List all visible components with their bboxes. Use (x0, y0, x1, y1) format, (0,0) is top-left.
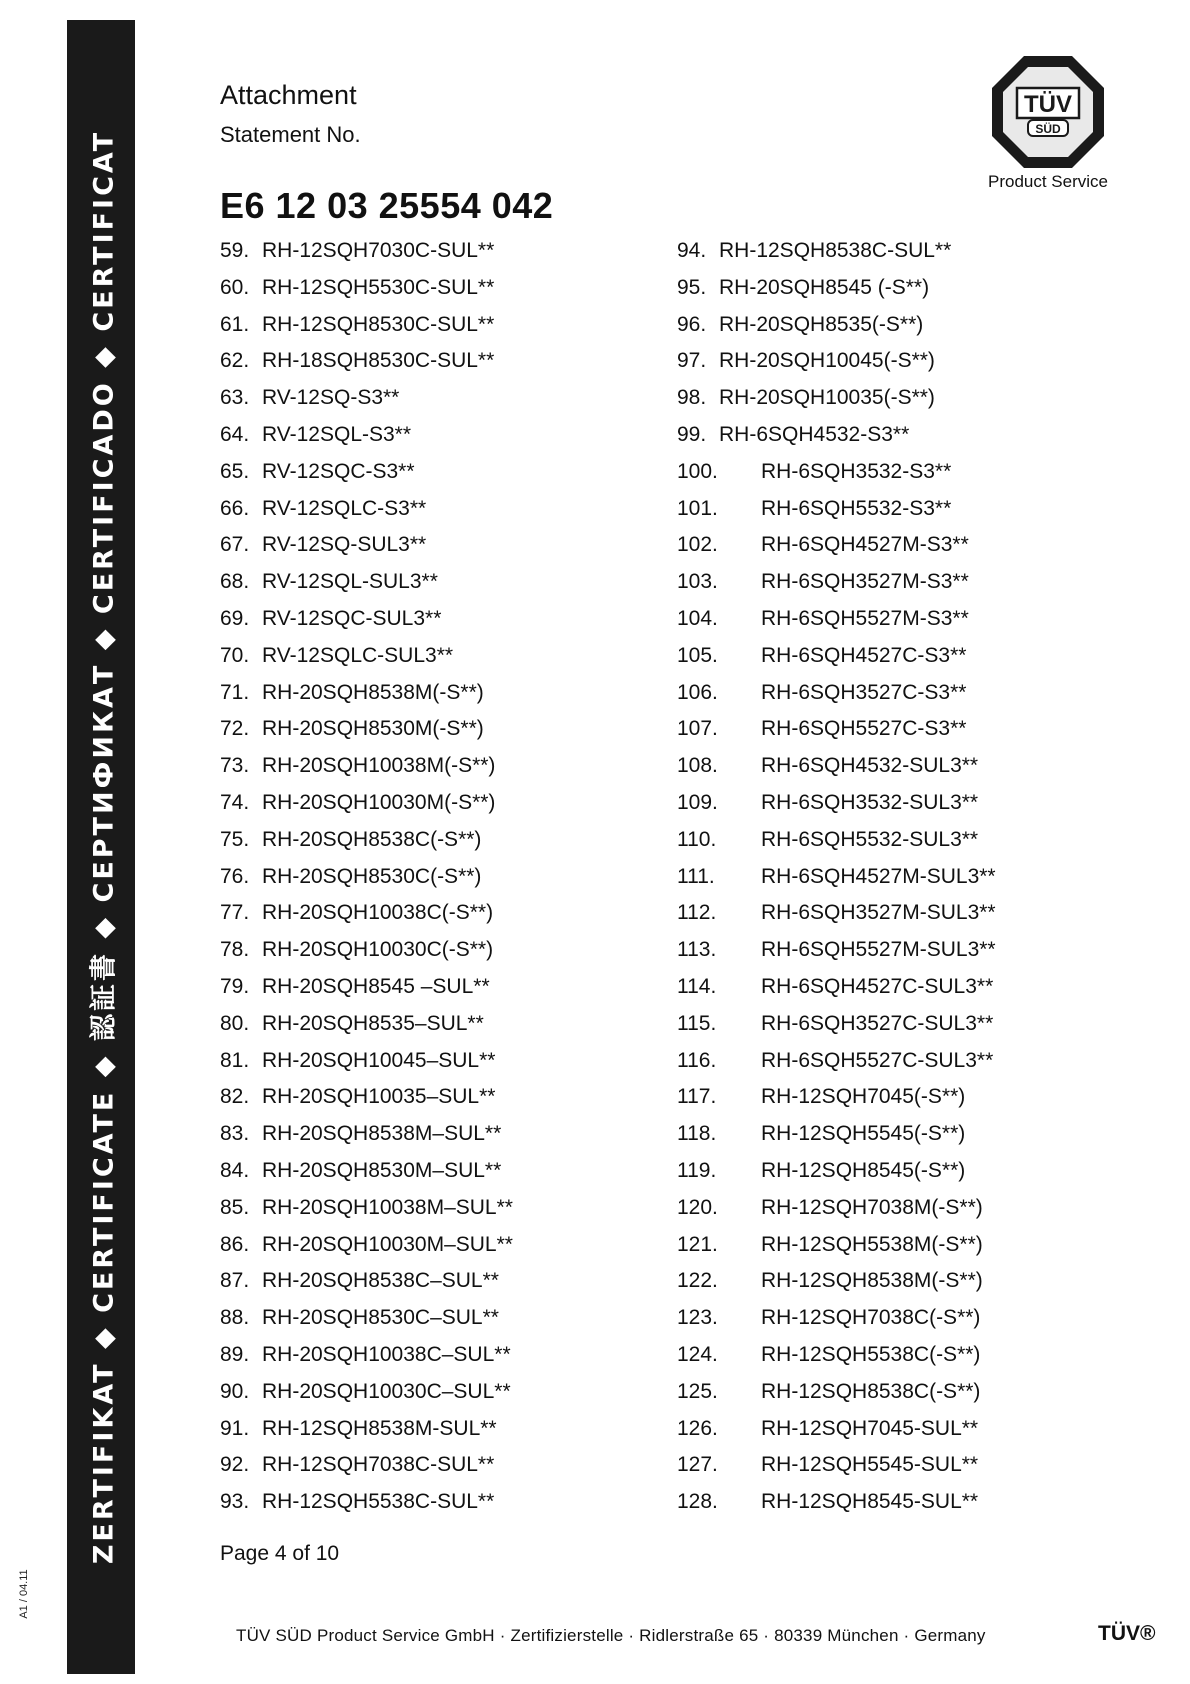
statement-number: E6 12 03 25554 042 (220, 185, 554, 226)
list-item (220, 1300, 660, 1337)
list-item (220, 895, 660, 932)
list-item (677, 1374, 1117, 1411)
model-name: RH-6SQH4527M-SUL3** (761, 864, 996, 888)
model-name: RH-6SQH5527M-S3** (761, 606, 969, 630)
item-number: 64. (220, 422, 250, 446)
item-number: 73. (220, 754, 250, 778)
footer-address: TÜV SÜD Product Service GmbH · Zertifizierstelle · Ridlerstraße 65 · 80339 München · Germany (236, 1626, 986, 1645)
list-item (220, 1006, 660, 1043)
list-item (220, 307, 660, 344)
model-name: RH-6SQH4527M-S3** (761, 533, 969, 557)
item-number: 87. (220, 1269, 250, 1293)
item-number: 116. (677, 1048, 717, 1072)
list-item (677, 711, 1117, 748)
item-number: 103. (677, 570, 718, 594)
list-item (220, 859, 660, 896)
list-item (220, 1484, 660, 1521)
list-item (220, 1079, 660, 1116)
model-name: RH-12SQH8538C-SUL** (719, 239, 952, 262)
list-item (220, 1227, 660, 1264)
model-name: RH-12SQH7030C-SUL** (262, 239, 495, 262)
list-item (220, 343, 660, 380)
item-number: 122. (677, 1269, 718, 1293)
list-item (677, 270, 1117, 307)
model-name: RH-20SQH8530C–SUL** (262, 1306, 499, 1330)
list-item (677, 1153, 1117, 1190)
item-number: 90. (220, 1379, 250, 1403)
list-item (220, 675, 660, 712)
model-name: RH-12SQH8545(-S**) (761, 1158, 966, 1182)
item-number: 83. (220, 1122, 250, 1146)
item-number: 128. (677, 1490, 718, 1514)
model-name: RH-12SQH7045-SUL** (761, 1416, 979, 1440)
model-name: RH-12SQH8538M(-S**) (761, 1269, 983, 1293)
model-name: RH-20SQH10030M–SUL** (262, 1232, 513, 1256)
model-name: RH-6SQH3527C-S3** (761, 680, 967, 704)
list-item (220, 1411, 660, 1448)
list-item (220, 1447, 660, 1484)
list-item (677, 822, 1117, 859)
model-name: RH-12SQH8530C-SUL** (262, 312, 495, 336)
list-item (677, 380, 1117, 417)
model-name: RH-6SQH3527C-SUL3** (761, 1011, 994, 1035)
item-number: 125. (677, 1379, 718, 1403)
item-number: 113. (677, 938, 717, 962)
item-number: 86. (220, 1232, 250, 1256)
list-item (677, 417, 1117, 454)
item-number: 67. (220, 533, 250, 557)
item-number: 92. (220, 1453, 250, 1477)
model-name: RH-6SQH4532-S3** (719, 422, 910, 446)
list-item (677, 1043, 1117, 1080)
model-name: RV-12SQC-S3** (262, 459, 415, 483)
item-number: 80. (220, 1011, 250, 1035)
item-number: 101. (677, 496, 718, 520)
item-number: 102. (677, 533, 718, 557)
list-item (220, 1043, 660, 1080)
model-name: RH-12SQH7038C(-S**) (761, 1306, 981, 1330)
model-name: RH-20SQH8530M–SUL** (262, 1158, 502, 1182)
item-number: 105. (677, 643, 718, 667)
list-item (220, 417, 660, 454)
list-item (677, 932, 1117, 969)
list-item (677, 1190, 1117, 1227)
item-number: 62. (220, 349, 250, 373)
list-item (220, 711, 660, 748)
model-name: RH-6SQH5527C-S3** (761, 717, 967, 741)
model-name: RH-12SQH5538C(-S**) (761, 1342, 981, 1366)
item-number: 96. (677, 312, 707, 336)
item-number: 119. (677, 1158, 717, 1182)
attachment-heading: Attachment (220, 80, 357, 110)
list-item (220, 822, 660, 859)
list-item (220, 564, 660, 601)
list-item (220, 1153, 660, 1190)
item-number: 118. (677, 1122, 717, 1146)
list-item (677, 1116, 1117, 1153)
item-number: 114. (677, 974, 717, 998)
footer-tuv-mark: TÜV® (1098, 1622, 1156, 1645)
model-name: RH-20SQH8535(-S**) (719, 312, 924, 336)
list-item (677, 1411, 1117, 1448)
model-name: RH-12SQH5538M(-S**) (761, 1232, 983, 1256)
model-name: RV-12SQL-S3** (262, 422, 412, 446)
model-list-left (220, 233, 660, 1521)
model-name: RH-20SQH8535–SUL** (262, 1011, 484, 1035)
item-number: 79. (220, 974, 250, 998)
certificate-side-band (67, 20, 135, 1674)
item-number: 74. (220, 790, 250, 814)
item-number: 82. (220, 1085, 250, 1109)
model-name: RH-6SQH3527M-S3** (761, 570, 969, 594)
model-name: RH-12SQH8545-SUL** (761, 1490, 979, 1514)
model-name: RH-20SQH8530M(-S**) (262, 717, 484, 741)
list-item (677, 454, 1117, 491)
model-name: RH-12SQH8538C(-S**) (761, 1379, 981, 1403)
model-name: RH-18SQH8530C-SUL** (262, 349, 495, 373)
list-item (677, 1263, 1117, 1300)
item-number: 124. (677, 1342, 718, 1366)
form-code: A1 / 04.11 (18, 1569, 30, 1619)
item-number: 99. (677, 422, 707, 446)
item-number: 77. (220, 901, 250, 925)
item-number: 111. (677, 864, 715, 888)
list-item (677, 1337, 1117, 1374)
list-item (220, 270, 660, 307)
list-item (220, 1116, 660, 1153)
model-name: RH-20SQH8538C(-S**) (262, 827, 482, 851)
model-name: RH-20SQH10030C(-S**) (262, 938, 494, 962)
item-number: 110. (677, 827, 717, 851)
model-name: RH-20SQH10045–SUL** (262, 1048, 496, 1072)
model-name: RH-20SQH10030M(-S**) (262, 790, 496, 814)
item-number: 123. (677, 1306, 718, 1330)
list-item (220, 380, 660, 417)
list-item (220, 1337, 660, 1374)
list-item (220, 491, 660, 528)
item-number: 112. (677, 901, 717, 925)
item-number: 126. (677, 1416, 718, 1440)
item-number: 89. (220, 1342, 250, 1366)
list-item (220, 1263, 660, 1300)
model-name: RH-12SQH7038C-SUL** (262, 1453, 495, 1477)
item-number: 127. (677, 1453, 718, 1477)
model-name: RH-20SQH10038M(-S**) (262, 754, 496, 778)
item-number: 72. (220, 717, 250, 741)
model-name: RH-20SQH10035(-S**) (719, 386, 935, 410)
model-name: RH-20SQH8538M(-S**) (262, 680, 484, 704)
item-number: 63. (220, 386, 250, 410)
item-number: 97. (677, 349, 707, 373)
model-name: RH-20SQH8545 (-S**) (719, 275, 930, 299)
item-number: 94. (677, 239, 707, 262)
model-name: RH-20SQH10045(-S**) (719, 349, 935, 373)
model-name: RH-20SQH8545 –SUL** (262, 974, 490, 998)
model-name: RV-12SQ-S3** (262, 386, 400, 410)
list-item (677, 491, 1117, 528)
list-item (677, 895, 1117, 932)
page-number: Page 4 of 10 (220, 1542, 340, 1565)
item-number: 106. (677, 680, 718, 704)
model-name: RH-6SQH5532-S3** (761, 496, 952, 520)
tuv-octagon-icon (990, 54, 1106, 170)
item-number: 76. (220, 864, 250, 888)
item-number: 95. (677, 275, 707, 299)
list-item (220, 748, 660, 785)
model-name: RH-20SQH10038M–SUL** (262, 1195, 513, 1219)
list-item (220, 454, 660, 491)
list-item (677, 785, 1117, 822)
list-item (677, 307, 1117, 344)
item-number: 61. (220, 312, 250, 336)
item-number: 81. (220, 1048, 250, 1072)
item-number: 100. (677, 459, 718, 483)
model-name: RH-6SQH3532-S3** (761, 459, 952, 483)
item-number: 91. (220, 1416, 250, 1440)
list-item (220, 638, 660, 675)
model-name: RH-6SQH4527C-SUL3** (761, 974, 994, 998)
list-item (677, 859, 1117, 896)
model-name: RH-12SQH7045(-S**) (761, 1085, 966, 1109)
item-number: 60. (220, 275, 250, 299)
item-number: 65. (220, 459, 250, 483)
item-number: 121. (677, 1232, 718, 1256)
certificate-band-text: ZERTIFIKAT ◆ CERTIFICATE ◆ 認証書 ◆ СЕРТИФИКАТ ◆ CERTIFICADO ◆ CERTIFICAT (88, 129, 120, 1565)
model-name: RV-12SQ-SUL3** (262, 533, 427, 557)
model-name: RH-12SQH5538C-SUL** (262, 1490, 495, 1514)
list-item (677, 527, 1117, 564)
list-item (220, 233, 660, 270)
item-number: 70. (220, 643, 250, 667)
model-name: RH-12SQH5545(-S**) (761, 1122, 966, 1146)
logo-text-bottom: SÜD (1035, 122, 1061, 136)
model-name: RV-12SQLC-SUL3** (262, 643, 454, 667)
model-name: RH-20SQH10038C–SUL** (262, 1342, 511, 1366)
list-item (677, 1227, 1117, 1264)
item-number: 120. (677, 1195, 718, 1219)
list-item (220, 1190, 660, 1227)
item-number: 104. (677, 606, 718, 630)
model-name: RH-20SQH8538M–SUL** (262, 1122, 502, 1146)
item-number: 109. (677, 790, 718, 814)
list-item (677, 748, 1117, 785)
statement-label: Statement No. (220, 122, 361, 147)
list-item (677, 233, 1117, 270)
model-name: RH-6SQH3532-SUL3** (761, 790, 979, 814)
tuv-sud-logo (990, 54, 1106, 170)
item-number: 115. (677, 1011, 717, 1035)
item-number: 71. (220, 680, 250, 704)
list-item (677, 1447, 1117, 1484)
list-item (220, 785, 660, 822)
model-name: RH-6SQH3527M-SUL3** (761, 901, 996, 925)
item-number: 93. (220, 1490, 250, 1514)
item-number: 66. (220, 496, 250, 520)
logo-text-top: TÜV (1024, 91, 1072, 118)
item-number: 68. (220, 570, 250, 594)
item-number: 98. (677, 386, 707, 410)
model-name: RH-6SQH5527M-SUL3** (761, 938, 996, 962)
model-name: RH-6SQH4527C-S3** (761, 643, 967, 667)
model-name: RH-12SQH5545-SUL** (761, 1453, 979, 1477)
item-number: 108. (677, 754, 718, 778)
model-name: RH-20SQH10038C(-S**) (262, 901, 494, 925)
item-number: 78. (220, 938, 250, 962)
model-name: RH-12SQH8538M-SUL** (262, 1416, 497, 1440)
list-item (677, 343, 1117, 380)
item-number: 88. (220, 1306, 250, 1330)
model-name: RV-12SQC-SUL3** (262, 606, 442, 630)
list-item (220, 969, 660, 1006)
item-number: 85. (220, 1195, 250, 1219)
model-name: RH-6SQH5527C-SUL3** (761, 1048, 994, 1072)
logo-caption: Product Service (988, 172, 1108, 191)
list-item (677, 564, 1117, 601)
list-item (220, 932, 660, 969)
list-item (220, 601, 660, 638)
model-list-right (677, 233, 1117, 1521)
item-number: 84. (220, 1158, 250, 1182)
list-item (677, 1006, 1117, 1043)
model-name: RH-12SQH7038M(-S**) (761, 1195, 983, 1219)
list-item (677, 969, 1117, 1006)
model-name: RV-12SQLC-S3** (262, 496, 427, 520)
model-name: RH-12SQH5530C-SUL** (262, 275, 495, 299)
list-item (220, 527, 660, 564)
model-name: RH-20SQH10035–SUL** (262, 1085, 496, 1109)
model-name: RH-20SQH8538C–SUL** (262, 1269, 499, 1293)
item-number: 69. (220, 606, 250, 630)
list-item (677, 1300, 1117, 1337)
model-name: RV-12SQL-SUL3** (262, 570, 438, 594)
list-item (677, 601, 1117, 638)
list-item (220, 1374, 660, 1411)
list-item (677, 1079, 1117, 1116)
item-number: 107. (677, 717, 718, 741)
list-item (677, 638, 1117, 675)
item-number: 59. (220, 239, 250, 262)
item-number: 75. (220, 827, 250, 851)
list-item (677, 675, 1117, 712)
model-name: RH-6SQH4532-SUL3** (761, 754, 979, 778)
model-name: RH-20SQH8530C(-S**) (262, 864, 482, 888)
item-number: 117. (677, 1085, 717, 1109)
list-item (677, 1484, 1117, 1521)
model-name: RH-20SQH10030C–SUL** (262, 1379, 511, 1403)
model-name: RH-6SQH5532-SUL3** (761, 827, 979, 851)
